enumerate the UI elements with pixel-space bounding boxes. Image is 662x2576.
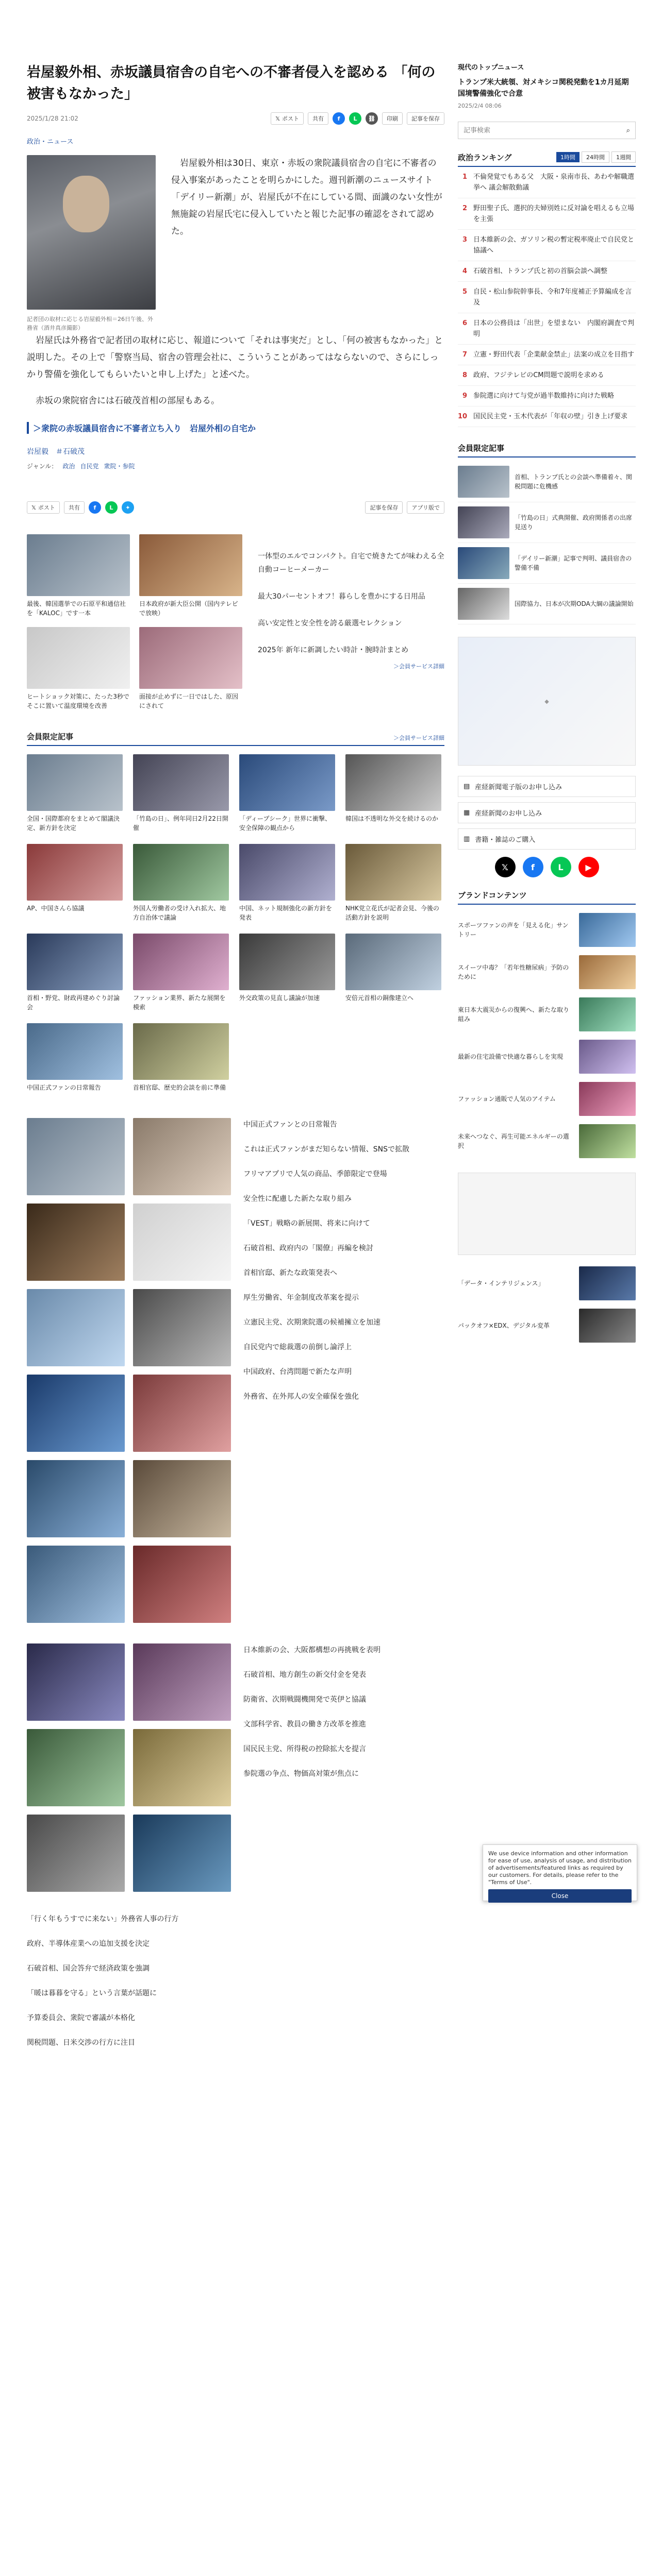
service-buttons xyxy=(458,776,636,850)
subscribe-digital-button[interactable]: ▤ 産経新聞電子版のお申し込み xyxy=(458,776,636,797)
social-icons xyxy=(458,857,636,877)
post-button[interactable]: 𝕏 ポスト xyxy=(27,501,60,514)
brand-list xyxy=(458,909,636,1162)
featured-item[interactable]: 「デイリー新潮」記事で判明、議員宿舎の警備不備 xyxy=(458,543,636,584)
feed-thumb-grid xyxy=(27,1643,233,1892)
x-icon: 𝕏 xyxy=(275,115,280,122)
feed-thumb[interactable] xyxy=(133,1460,231,1537)
member-grid xyxy=(27,754,444,1092)
brand-list-2 xyxy=(458,1262,636,1347)
feed-item[interactable]: 日本維新の会、大阪都構想の再挑戦を表明 xyxy=(243,1646,380,1654)
ad-banner-2[interactable] xyxy=(458,1173,636,1255)
ranking-item[interactable]: 5 自民・松山参院幹事長、令和7年度補正予算編成を言及 xyxy=(458,282,636,313)
bottom-toolbar xyxy=(27,501,444,514)
feed-thumb[interactable] xyxy=(133,1204,231,1281)
article-category[interactable]: 政治・ニュース xyxy=(27,138,74,146)
feed-item[interactable]: 予算委員会、衆院で審議が本格化 xyxy=(27,2014,135,2022)
photo-caption: 記者団の取材に応じる岩屋毅外相＝26日午後、外務省（酒井真彦撮影） xyxy=(27,316,153,331)
feed-item[interactable]: 外務省、在外邦人の安全確保を強化 xyxy=(243,1393,359,1401)
feed-item[interactable]: これは正式ファンがまだ知らない情報、SNSで拡散 xyxy=(243,1145,409,1154)
ranking-header xyxy=(458,151,636,167)
feed-item[interactable]: 石破首相、地方創生の新交付金を発表 xyxy=(243,1671,366,1679)
article-keywords[interactable]: 岩屋毅 ＃石破茂 xyxy=(27,448,85,456)
grid-card[interactable]: 外交政策の見直し議論が加速 xyxy=(239,934,335,1012)
top-news-date: 2025/2/4 08:06 xyxy=(458,103,502,109)
ranking-title: 政治ランキング xyxy=(458,152,512,162)
feed-thumb[interactable] xyxy=(27,1118,125,1195)
article-lead xyxy=(27,155,444,332)
facebook-icon[interactable]: f xyxy=(333,112,345,125)
grid-card[interactable]: 韓国は不透明な外交を続けるのか xyxy=(345,754,441,833)
grid-card[interactable]: 「竹島の日」、例年同日2月22日開催 xyxy=(133,754,229,833)
ranking-item[interactable]: 1 不倫発覚でもある父 大阪・泉南市長、あわや解職選挙へ 議会解散動議 xyxy=(458,167,636,198)
feed-item[interactable]: 政府、半導体産業への追加支援を決定 xyxy=(27,1940,150,1948)
grid-card[interactable]: 中国正式ファンの日常報告 xyxy=(27,1023,123,1092)
brand-item[interactable]: 未来へつなぐ、再生可能エネルギーの選択 xyxy=(458,1120,636,1162)
main-column xyxy=(27,62,444,2061)
lead-photo xyxy=(27,155,156,310)
brand-item[interactable]: スポーツファンの声を「見える化」サントリー xyxy=(458,909,636,951)
ranking-item[interactable]: 7 立憲・野田代表「企業献金禁止」法案の成立を目指す xyxy=(458,345,636,365)
feed-thumb[interactable] xyxy=(27,1546,125,1623)
top-news-label: 現代のトップニュース xyxy=(458,64,524,72)
ranking-item[interactable]: 9 参院選に向けて与党が過半数維持に向けた戦略 xyxy=(458,386,636,406)
brand-title: ブランドコンテンツ xyxy=(458,890,636,905)
feed-thumb[interactable] xyxy=(27,1289,125,1366)
article-toolbar xyxy=(27,112,444,125)
x-icon: 𝕏 xyxy=(31,504,36,511)
search-icon[interactable]: ⌕ xyxy=(626,126,630,134)
promo-cards xyxy=(27,534,242,710)
genre-tags xyxy=(27,462,444,470)
text-link[interactable]: 2025年 新年に新調したい時計・腕時計まとめ xyxy=(258,646,409,654)
feed-item[interactable]: 中国政府、台湾問題で新たな声明 xyxy=(243,1368,352,1376)
feed-item[interactable]: 石破首相、政府内の「閣僚」再編を検討 xyxy=(243,1244,373,1252)
facebook-icon[interactable]: f xyxy=(89,501,101,514)
x-icon[interactable]: 𝕏 xyxy=(495,857,516,877)
grid-card[interactable]: AP、中国さんら協議 xyxy=(27,844,123,922)
text-link[interactable]: 一体型のエルでコンパクト。自宅で焼きたてが味わえる全自動コーヒーメーカー xyxy=(258,552,444,574)
ranking-item[interactable]: 6 日本の公務員は「出世」を望まない 内閣府調査で判明 xyxy=(458,313,636,345)
cookie-notice xyxy=(483,1844,637,1901)
ranking-item[interactable]: 2 野田聖子氏、選択的夫婦別姓に反対論を唱えるも立場を主張 xyxy=(458,198,636,230)
feed-area xyxy=(27,1118,444,1623)
tag-link[interactable]: 衆院・参院 xyxy=(104,463,135,470)
feed-item[interactable]: 国民民主党、所得税の控除拡大を提言 xyxy=(243,1745,366,1753)
feed-item[interactable]: 「暖は暮暮を守る」という言葉が話題に xyxy=(27,1989,157,1997)
feed-thumb[interactable] xyxy=(133,1729,231,1806)
paragraph: 岩屋氏は外務省で記者団の取材に応じ、報道について「それは事実だ」とし、「何の被害もなかった」と説明した。その上で「警察当局、宿舎の管理会社に、こういうことがあってはならないので、さらにしっかり警備を強化してもらいたいと申し上げた」と述べた。 xyxy=(27,335,443,380)
feed-thumb[interactable] xyxy=(27,1729,125,1806)
print-button[interactable]: 印刷 xyxy=(382,112,403,125)
promo-card[interactable]: 面接が止めずに一日ではした、原因にされて xyxy=(139,627,242,710)
ranking-item[interactable]: 10 国民民主党・玉木代表が「年収の壁」引き上げ要求 xyxy=(458,406,636,427)
related-article-link[interactable]: ＞衆院の赤坂議員宿舎に不審者立ち入り 岩屋外相の自宅か xyxy=(27,422,444,434)
ranking-item[interactable]: 3 日本維新の会、ガソリン税の暫定税率廃止で自民党と協議へ xyxy=(458,230,636,261)
buy-books-button[interactable]: ▥ 書籍・雑誌のご購入 xyxy=(458,828,636,850)
feed-text-list xyxy=(243,1643,444,1892)
more-link[interactable]: ＞会員サービス詳細 xyxy=(393,663,444,670)
ad-banner[interactable] xyxy=(458,637,636,766)
grid-card[interactable]: 首相官邸、歴史的会談を前に準備 xyxy=(133,1023,229,1092)
feed-item[interactable]: 石破首相、国会答弁で経済政策を強調 xyxy=(27,1964,150,1973)
feed-item[interactable]: 文部科学省、教員の働き方改革を推進 xyxy=(243,1720,366,1728)
brand-item[interactable]: ファッション通販で人気のアイテム xyxy=(458,1078,636,1120)
feed-item[interactable]: 首相官邸、新たな政策発表へ xyxy=(243,1269,337,1277)
grid-card[interactable]: NHK党立花氏が記者会見、今後の活動方針を説明 xyxy=(345,844,441,922)
tab-1h[interactable]: 1時間 xyxy=(556,152,580,162)
promo-card[interactable]: 最後、韓国選挙での石原平和通信社を「KALOC」です一本 xyxy=(27,534,130,618)
promo-area xyxy=(27,534,444,710)
link-icon[interactable]: ⛓ xyxy=(366,112,378,125)
book-icon: ▥ xyxy=(464,835,470,843)
more-link[interactable]: ＞会員サービス詳細 xyxy=(393,735,444,741)
top-news-title[interactable]: トランプ米大統領、対メキシコ関税発動を1カ月延期 国境警備強化で合意 xyxy=(458,78,636,98)
text-link-list xyxy=(258,534,444,710)
feed-thumb-grid xyxy=(27,1118,233,1623)
search-box[interactable] xyxy=(458,122,636,139)
grid-card[interactable]: 安倍元首相の銅像建立へ xyxy=(345,934,441,1012)
article-title: 岩屋毅外相、赤坂議員宿舎の自宅への不審者侵入を認める 「何の被害もなかった」 xyxy=(27,64,436,102)
sidebar xyxy=(458,62,636,1347)
line-icon[interactable]: L xyxy=(105,501,118,514)
genre-label: ジャンル： xyxy=(27,463,58,470)
feed-item[interactable]: 中国正式ファンとの日常報告 xyxy=(243,1121,337,1129)
featured-item[interactable]: 国際協力、日本が次期ODA大綱の議論開始 xyxy=(458,584,636,624)
tag-link[interactable]: 政治 xyxy=(62,463,75,470)
featured-item[interactable]: 「竹島の日」式典開催、政府関係者の出席見送り xyxy=(458,502,636,543)
ranking-tabs xyxy=(556,151,636,163)
cookie-text: We use device information and other information for ease of use, analysis of usage, and distribution of advertisements/featured links as required by our customers. For details, please refer to the "Terms of Use". xyxy=(488,1850,632,1886)
save-article-button[interactable]: 記事を保存 xyxy=(365,501,403,514)
feed-item[interactable]: 防衛省、次期戦闘機開発で英伊と協議 xyxy=(243,1696,366,1704)
feed-item[interactable]: 「VEST」戦略の新展開、将来に向けて xyxy=(243,1219,370,1228)
feed-thumbs xyxy=(27,1118,233,1623)
ranking-item[interactable]: 4 石破首相、トランプ氏と初の首脳会談へ調整 xyxy=(458,261,636,282)
featured-title: 会員限定記事 xyxy=(458,443,636,457)
line-icon[interactable]: L xyxy=(349,112,361,125)
feed-text-list-3 xyxy=(27,1912,233,2049)
save-article-button[interactable]: 記事を保存 xyxy=(407,112,444,125)
post-button[interactable]: 𝕏 ポスト xyxy=(271,112,304,125)
bird-icon[interactable]: ✦ xyxy=(122,501,134,514)
share-button[interactable]: 共有 xyxy=(64,501,85,514)
feed-thumb[interactable] xyxy=(133,1815,231,1892)
feed-area-2 xyxy=(27,1643,444,1892)
feed-thumb[interactable] xyxy=(133,1643,231,1721)
brand-item[interactable]: 最新の住宅設備で快適な暮らしを実現 xyxy=(458,1036,636,1078)
article-date: 2025/1/28 21:02 xyxy=(27,115,78,122)
ad-icon: ◆ xyxy=(544,698,549,705)
feed-item[interactable]: フリマアプリで人気の商品、季節限定で登場 xyxy=(243,1170,387,1178)
promo-card[interactable]: ヒートショック対策に、たった3秒でそこに置いて温度環境を改善 xyxy=(27,627,130,710)
feed-item[interactable]: 安全性に配慮した新たな取り組み xyxy=(243,1195,352,1203)
brand-item[interactable]: パックオフ×EDX、デジタル変革 xyxy=(458,1304,636,1347)
brand-item[interactable]: スイーツ中毒？「若年性糖尿病」予防のために xyxy=(458,951,636,993)
grid-card[interactable]: ファッション業界、新たな展開を模索 xyxy=(133,934,229,1012)
feed-item[interactable]: 自民党内で総裁選の前倒し論浮上 xyxy=(243,1343,352,1351)
youtube-icon[interactable]: ▶ xyxy=(578,857,599,877)
feed-text-list xyxy=(243,1118,444,1623)
feed-thumb[interactable] xyxy=(133,1289,231,1366)
tag-link[interactable]: 自民党 xyxy=(80,463,99,470)
grid-card[interactable]: 中国、ネット規制強化の新方針を発表 xyxy=(239,844,335,922)
feed-thumb[interactable] xyxy=(27,1204,125,1281)
feed-thumb[interactable] xyxy=(133,1118,231,1195)
tab-24h[interactable]: 24時間 xyxy=(582,151,609,163)
grid-card[interactable]: 「ディープシーク」世界に衝撃、安全保障の観点から xyxy=(239,754,335,833)
line-icon[interactable]: L xyxy=(551,857,571,877)
section-heading: 会員限定記事 ＞会員サービス詳細 xyxy=(27,731,444,746)
promo-card[interactable]: 日本政府が新大臣公開（国内テレビで放映） xyxy=(139,534,242,618)
article-body-rest xyxy=(27,332,444,410)
feed-thumb[interactable] xyxy=(27,1815,125,1892)
feed-thumb[interactable] xyxy=(27,1375,125,1452)
document-icon: ▤ xyxy=(464,783,470,790)
feed-thumb[interactable] xyxy=(133,1375,231,1452)
brand-item[interactable]: 「データ・インテリジェンス」 xyxy=(458,1262,636,1304)
paragraph: 岩屋毅外相は30日、東京・赤坂の衆院議員宿舎の自宅に不審者の侵入事案があったことを明らかにした。週刊新潮のニュースサイト「デイリー新潮」が、岩屋氏が不在にしている間、面識のない女性が無施錠の岩屋氏宅に侵入していたと報じた記事の確認をされて認めた。 xyxy=(171,158,442,236)
feed-item[interactable]: 厚生労働省、年金制度改革案を提示 xyxy=(243,1294,359,1302)
feed-item[interactable]: 参院選の争点、物価高対策が焦点に xyxy=(243,1770,359,1778)
feed-item[interactable]: 関税問題、日米交渉の行方に注目 xyxy=(27,2039,135,2047)
app-button[interactable]: アプリ版で xyxy=(407,501,444,514)
search-input[interactable] xyxy=(464,127,626,134)
cookie-close-button[interactable]: Close xyxy=(488,1889,632,1903)
grid-card[interactable]: 全国・国際都府をまとめて閣議決定、新方針を決定 xyxy=(27,754,123,833)
share-button[interactable]: 共有 xyxy=(308,112,328,125)
ranking-item[interactable]: 8 政府、フジテレビのCM問題で説明を求める xyxy=(458,365,636,386)
text-link[interactable]: 最大30パーセントオフ！暮らしを豊かにする日用品 xyxy=(258,592,425,601)
newspaper-icon: ▦ xyxy=(464,809,470,817)
member-section xyxy=(27,731,444,1092)
lead-photo-block xyxy=(27,155,156,332)
feed-item[interactable]: 立憲民主党、次期衆院選の候補擁立を加速 xyxy=(243,1318,380,1327)
subscribe-paper-button[interactable]: ▦ 産経新聞のお申し込み xyxy=(458,802,636,823)
brand-item[interactable]: 東日本大震災からの復興へ、新たな取り組み xyxy=(458,993,636,1036)
featured-item[interactable]: 首相、トランプ氏との会談へ準備着々、関税問題に危機感 xyxy=(458,462,636,502)
facebook-icon[interactable]: f xyxy=(523,857,543,877)
featured-list xyxy=(458,462,636,624)
article-body xyxy=(171,155,444,332)
feed-thumb[interactable] xyxy=(27,1460,125,1537)
feed-thumb[interactable] xyxy=(133,1546,231,1623)
feed-thumb[interactable] xyxy=(27,1643,125,1721)
text-link[interactable]: 高い安定性と安全性を誇る厳選セレクション xyxy=(258,619,402,628)
grid-card[interactable]: 首相・野党、財政再建めぐり討論会 xyxy=(27,934,123,1012)
feed-item[interactable]: 「行く年もうすでに来ない」外務省人事の行方 xyxy=(27,1915,179,1923)
ranking-list xyxy=(458,167,636,427)
tab-1w[interactable]: 1週間 xyxy=(611,151,636,163)
paragraph: 赤坂の衆院宿舎には石破茂首相の部屋もある。 xyxy=(36,396,220,406)
grid-card[interactable]: 外国人労働者の受け入れ拡大、地方自治体で議論 xyxy=(133,844,229,922)
